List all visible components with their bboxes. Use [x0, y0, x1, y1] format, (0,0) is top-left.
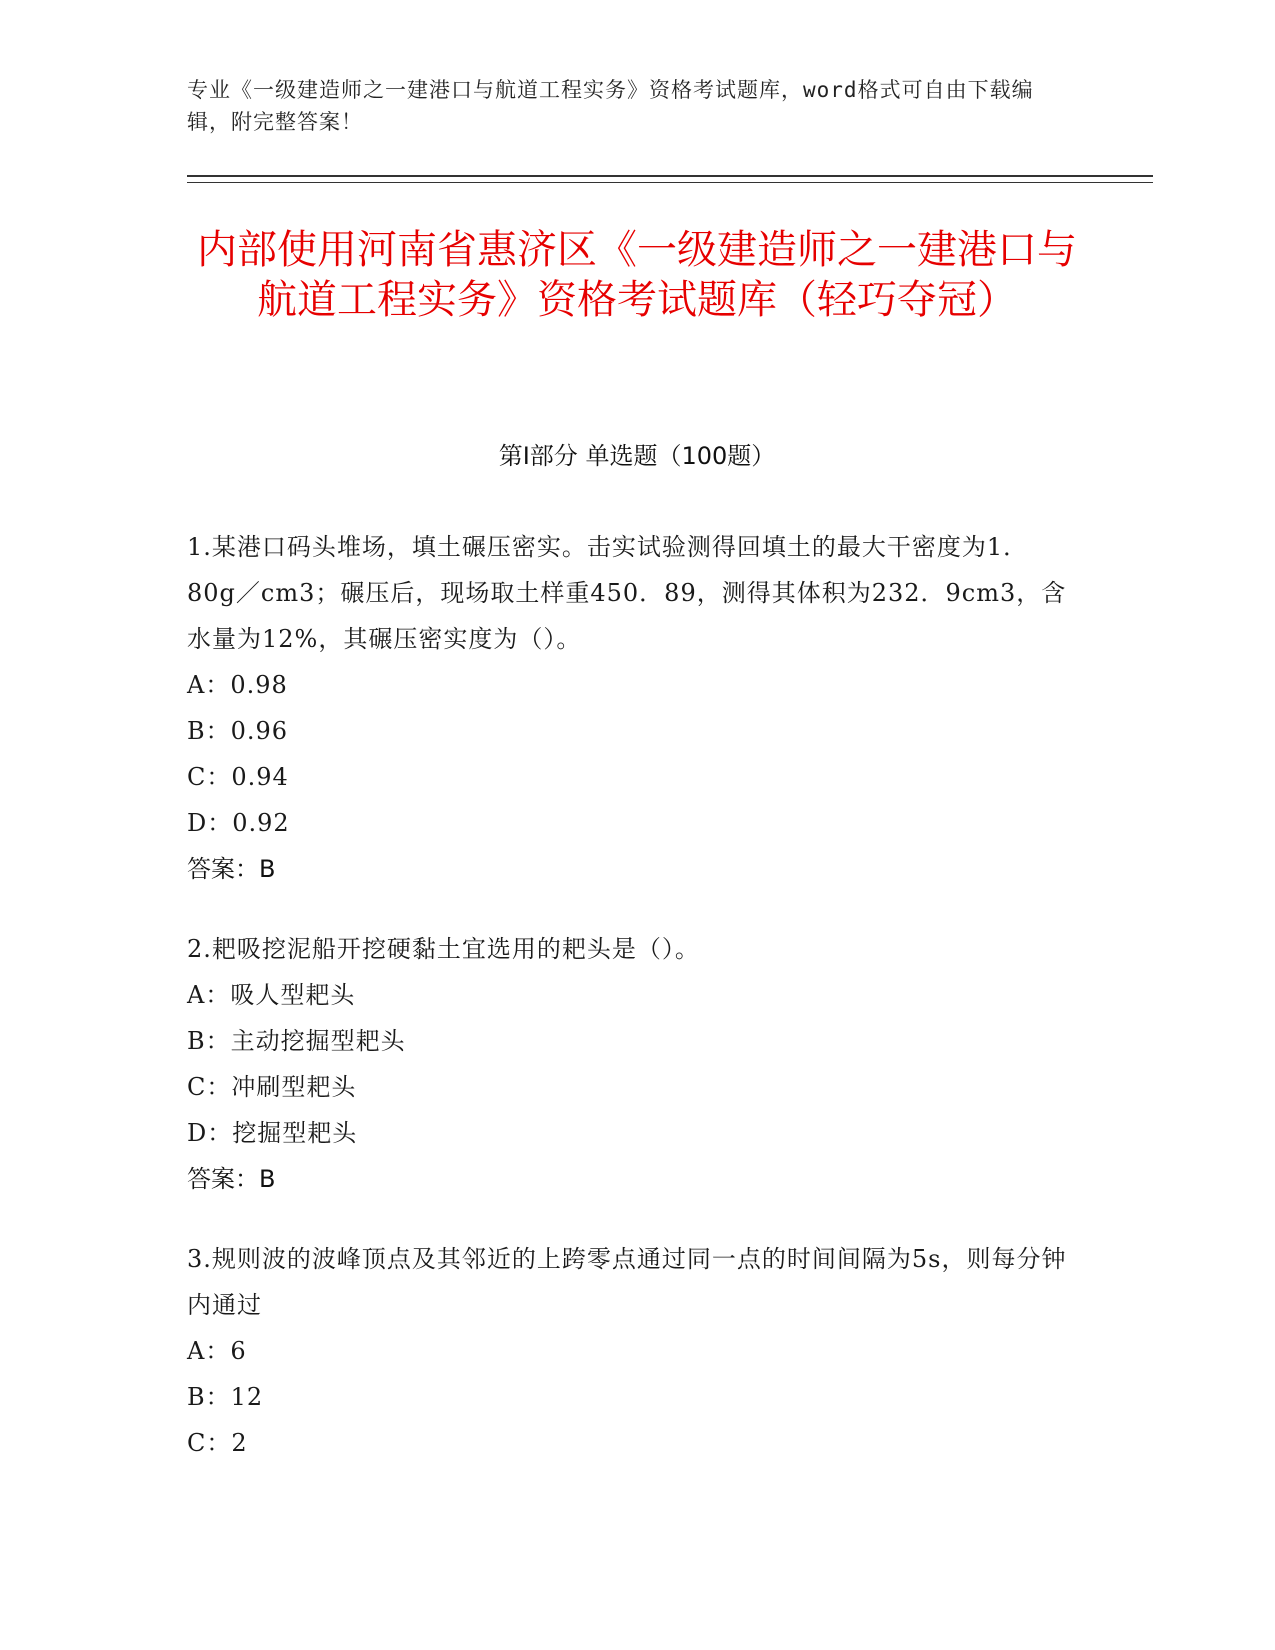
option-c: C：冲刷型耙头 [187, 1073, 357, 1101]
option-a: A：0.98 [187, 671, 288, 699]
option-b: B：12 [187, 1383, 264, 1411]
answer: 答案：B [187, 855, 276, 883]
question-3 [187, 1236, 1067, 1466]
question-1 [187, 524, 1067, 892]
option-d: D：挖掘型耙头 [187, 1119, 358, 1147]
header-note: 专业《一级建造师之一建港口与航道工程实务》资格考试题库，word格式可自由下载编辑，附完整答案！ [187, 78, 1034, 134]
header-divider [187, 175, 1153, 177]
header-divider-thin [187, 182, 1153, 183]
option-a: A：6 [187, 1337, 247, 1365]
option-d: D：0.92 [187, 809, 290, 837]
option-c: C：2 [187, 1429, 248, 1457]
question-list [187, 524, 1067, 1500]
section-title: 第Ⅰ部分 单选题（100题） [498, 442, 776, 470]
option-b: B：主动挖掘型耙头 [187, 1027, 406, 1055]
question-2 [187, 926, 1067, 1202]
question-text: 1.某港口码头堆场，填土碾压密实。击实试验测得回填土的最大干密度为1．80g／cm3；碾压后，现场取土样重450．89，测得其体积为232．9cm3，含水量为12%，其碾压密实度为（）。 [187, 533, 1067, 653]
answer: 答案：B [187, 1165, 276, 1193]
option-a: A：吸人型耙头 [187, 981, 356, 1009]
document-title: 内部使用河南省惠济区《一级建造师之一建港口与航道工程实务》资格考试题库（轻巧夺冠） [197, 227, 1077, 323]
option-c: C：0.94 [187, 763, 289, 791]
question-text: 3.规则波的波峰顶点及其邻近的上跨零点通过同一点的时间间隔为5s，则每分钟内通过 [187, 1245, 1067, 1319]
question-text: 2.耙吸挖泥船开挖硬黏土宜选用的耙头是（）。 [187, 935, 700, 963]
option-b: B：0.96 [187, 717, 289, 745]
